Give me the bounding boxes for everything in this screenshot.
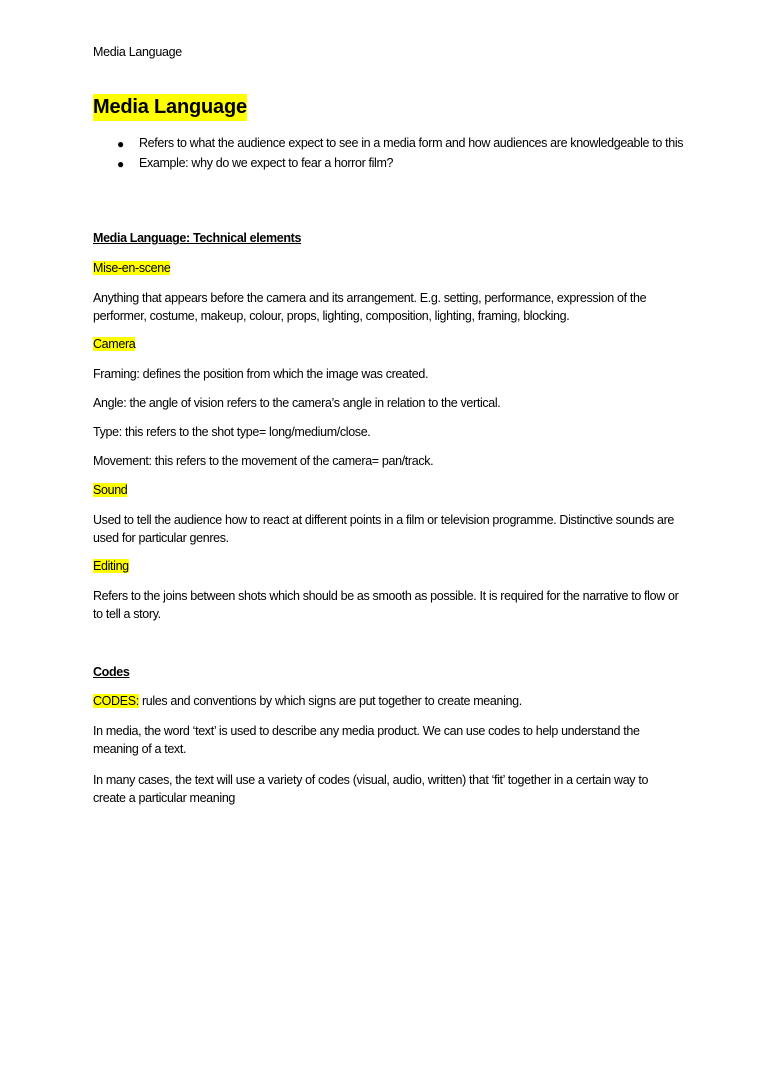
angle-text: Angle: the angle of vision refers to the camera’s angle in relation to the vertical. [93,396,501,410]
codes-heading: Codes [93,665,130,679]
bullet-icon: ● [117,137,124,151]
intro-bullet-list [93,134,693,174]
codes-definition [93,692,683,710]
bullet-icon: ● [117,157,124,171]
sound-text: Used to tell the audience how to react at different points in a film or television programme. Distinctive sounds are used for particular genres. [93,513,675,545]
codes-definition-text: rules and conventions by which signs are put together to create meaning. [138,694,522,708]
sound-label: Sound [93,483,128,497]
mise-en-scene-text: Anything that appears before the camera and its arrangement. E.g. setting, performance, expression of the performer, costume, makeup, colour, props, lighting, composition, lighting, framing, blocking. [93,291,647,323]
camera-heading [93,335,683,353]
list-item [93,154,693,172]
mise-en-scene-label: Mise-en-scene [93,261,171,275]
type-text: Type: this refers to the shot type= long/medium/close. [93,425,371,439]
bullet-text: Example: why do we expect to fear a horror film? [139,156,394,170]
bullet-text: Refers to what the audience expect to see in a media form and how audiences are knowledgeable to this [139,136,684,150]
sound-heading [93,481,683,499]
editing-heading [93,557,683,575]
codes-paragraph-2: In many cases, the text will use a variety of codes (visual, audio, written) that ‘fit’ together in a certain way to create a particular meaning [93,773,649,805]
mise-en-scene-heading [93,259,683,277]
movement-text: Movement: this refers to the movement of the camera= pan/track. [93,454,434,468]
framing-text: Framing: defines the position from which the image was created. [93,367,429,381]
camera-label: Camera [93,337,136,351]
running-header: Media Language [93,45,182,59]
editing-label: Editing [93,559,129,573]
codes-label: CODES: [93,694,139,708]
codes-paragraph-1: In media, the word ‘text’ is used to describe any media product. We can use codes to help understand the meaning of a text. [93,724,640,756]
editing-text: Refers to the joins between shots which should be as smooth as possible. It is required for the narrative to flow or to tell a story. [93,589,679,621]
page-title: Media Language [93,94,247,121]
list-item [93,134,693,152]
technical-elements-heading: Media Language: Technical elements [93,231,302,245]
